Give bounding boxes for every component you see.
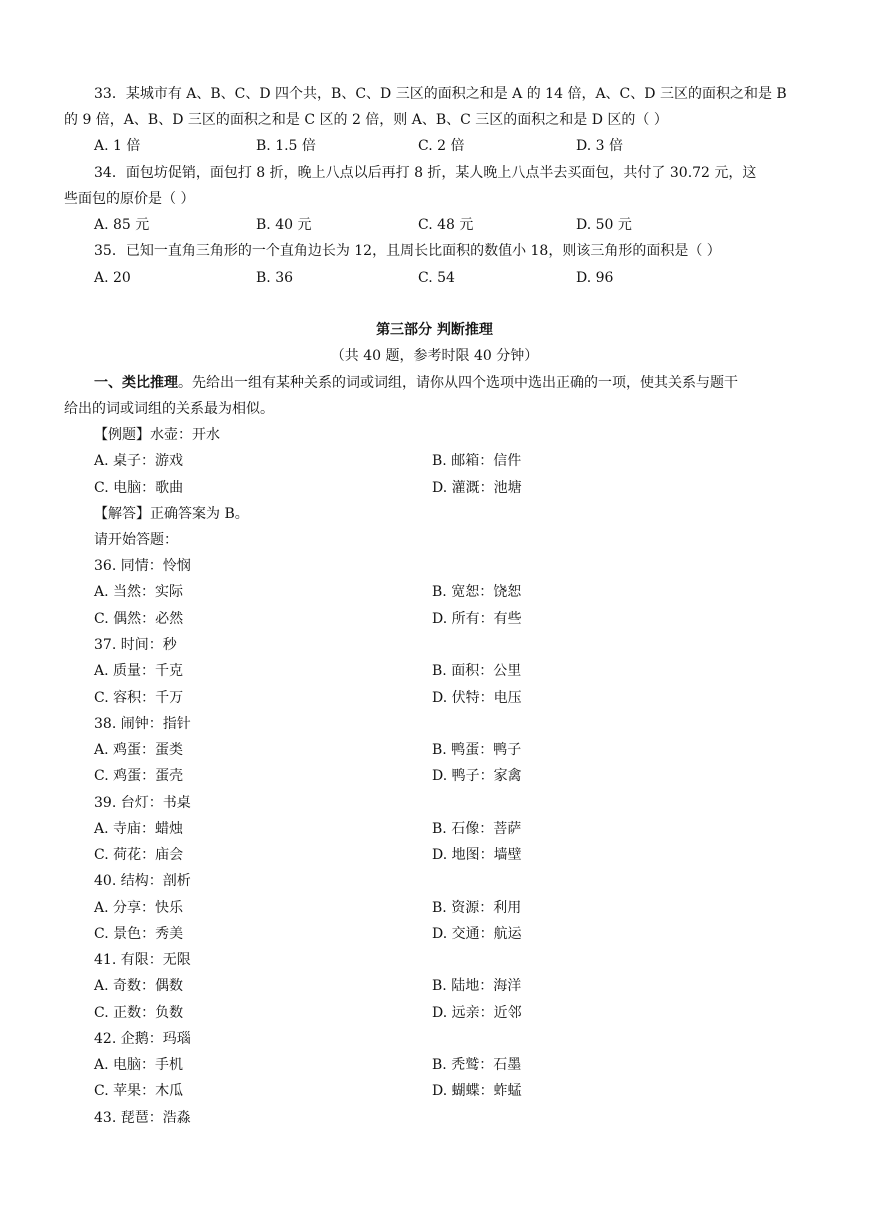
example-answer-label: 【解答】 <box>94 506 150 522</box>
question-option-c: C. 容积：千万 <box>94 690 184 706</box>
q34-line2: 些面包的原价是（ ） <box>64 191 195 207</box>
example-option-b: B. 邮箱：信件 <box>432 453 522 469</box>
example-option-a: A. 桌子：游戏 <box>94 453 184 469</box>
question-option-a: A. 分享：快乐 <box>94 900 184 916</box>
section-intro-text: 。先给出一组有某种关系的词或词组，请你从四个选项中选出正确的一项，使其关系与题干 <box>178 375 738 391</box>
question-stem: 41. 有限：无限 <box>94 952 191 968</box>
question-option-b: B. 宽恕：饶恕 <box>432 584 522 600</box>
q35-option-a: A. 20 <box>94 270 131 286</box>
question-stem: 43. 琵琶：浩淼 <box>94 1110 191 1126</box>
q35-line1: 35．已知一直角三角形的一个直角边长为 12，且周长比面积的数值小 18，则该三角形的面积是（ ） <box>94 243 721 259</box>
example-answer-line <box>94 504 249 524</box>
question-option-d: D. 地图：墙壁 <box>432 847 522 863</box>
q33-line2: 的 9 倍，A、B、D 三区的面积之和是 C 区的 2 倍，则 A、B、C 三区的面积之和是 D 区的（ ） <box>64 112 668 128</box>
q33-line1: 33．某城市有 A、B、C、D 四个共，B、C、D 三区的面积之和是 A 的 14 倍，A、C、D 三区的面积之和是 B <box>94 86 787 102</box>
question-option-c: C. 荷花：庙会 <box>94 847 184 863</box>
section-heading: 一、类比推理 <box>94 375 178 391</box>
example-answer-text: 正确答案为 B。 <box>150 506 249 522</box>
q35-option-d: D. 96 <box>576 270 614 286</box>
question-option-a: A. 质量：千克 <box>94 663 184 679</box>
question-option-b: B. 资源：利用 <box>432 900 522 916</box>
question-stem: 38. 闹钟：指针 <box>94 716 191 732</box>
question-stem: 42. 企鹅：玛瑙 <box>94 1031 191 1047</box>
q33-option-b: B. 1.5 倍 <box>256 138 316 154</box>
question-stem: 39. 台灯：书桌 <box>94 795 191 811</box>
question-option-a: A. 当然：实际 <box>94 584 184 600</box>
example-label: 【例题】 <box>94 427 150 443</box>
section-intro-line2: 给出的词或词组的关系最为相似。 <box>64 401 274 417</box>
question-option-b: B. 鸭蛋：鸭子 <box>432 742 522 758</box>
q33-option-d: D. 3 倍 <box>576 138 623 154</box>
q34-option-a: A. 85 元 <box>94 217 150 233</box>
question-option-a: A. 电脑：手机 <box>94 1057 184 1073</box>
q34-option-c: C. 48 元 <box>418 217 474 233</box>
question-option-a: A. 鸡蛋：蛋类 <box>94 742 184 758</box>
section-subtitle: （共 40 题，参考时限 40 分钟） <box>330 348 539 364</box>
q33-option-a: A. 1 倍 <box>94 138 141 154</box>
question-option-c: C. 偶然：必然 <box>94 611 184 627</box>
question-option-b: B. 秃鹫：石墨 <box>432 1057 522 1073</box>
question-option-a: A. 寺庙：蜡烛 <box>94 821 184 837</box>
question-option-c: C. 正数：负数 <box>94 1005 184 1021</box>
q34-option-b: B. 40 元 <box>256 217 312 233</box>
example-option-c: C. 电脑：歌曲 <box>94 480 184 496</box>
question-option-b: B. 面积：公里 <box>432 663 522 679</box>
q34-line1: 34．面包坊促销，面包打 8 折，晚上八点以后再打 8 折，某人晚上八点半去买面包，共付了 30.72 元，这 <box>94 165 757 181</box>
start-prompt: 请开始答题： <box>94 532 178 548</box>
question-stem: 36. 同情：怜悯 <box>94 558 191 574</box>
example-stem: 水壶：开水 <box>150 427 220 443</box>
question-stem: 40. 结构：剖析 <box>94 873 191 889</box>
question-option-a: A. 奇数：偶数 <box>94 978 184 994</box>
question-option-b: B. 陆地：海洋 <box>432 978 522 994</box>
section-title: 第三部分 判断推理 <box>376 322 493 338</box>
question-option-c: C. 苹果：木瓜 <box>94 1083 184 1099</box>
question-option-c: C. 鸡蛋：蛋壳 <box>94 768 184 784</box>
question-option-c: C. 景色：秀美 <box>94 926 184 942</box>
q35-option-c: C. 54 <box>418 270 455 286</box>
question-option-d: D. 伏特：电压 <box>432 690 522 706</box>
question-option-d: D. 鸭子：家禽 <box>432 768 522 784</box>
q34-option-d: D. 50 元 <box>576 217 632 233</box>
q35-option-b: B. 36 <box>256 270 294 286</box>
question-option-d: D. 蝴蝶：蚱蜢 <box>432 1083 522 1099</box>
question-option-d: D. 远亲：近邻 <box>432 1005 522 1021</box>
q33-option-c: C. 2 倍 <box>418 138 465 154</box>
question-stem: 37. 时间：秒 <box>94 637 177 653</box>
question-option-d: D. 所有：有些 <box>432 611 522 627</box>
example-option-d: D. 灌溉：池塘 <box>432 480 522 496</box>
example-stem-line <box>94 425 220 445</box>
section-intro-line1 <box>94 373 738 393</box>
question-option-b: B. 石像：菩萨 <box>432 821 522 837</box>
question-option-d: D. 交通：航运 <box>432 926 522 942</box>
